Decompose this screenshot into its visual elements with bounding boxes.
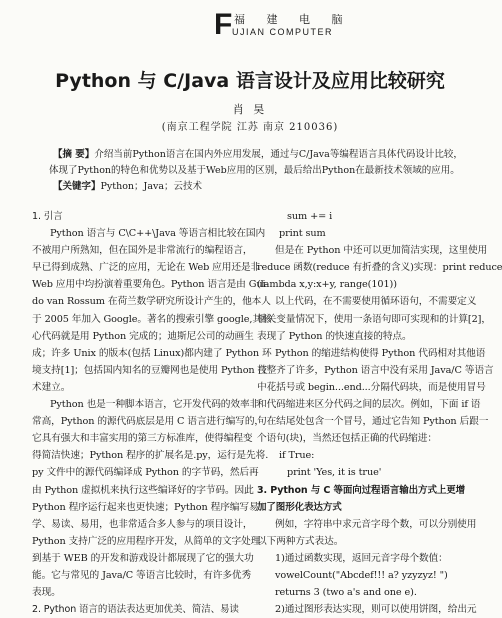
left-column-line: 得简洁快速；Python 程序的扩展名是.py，运行是先将.	[32, 450, 269, 462]
journal-masthead	[214, 8, 352, 41]
right-column-line: 但是在 Python 中还可以更加简洁实现，这里使用	[275, 245, 488, 257]
right-column-line: 1)通过函数实现，返回元音字母个数值：	[275, 552, 448, 564]
right-column-line: 以下两种方式表达。	[257, 535, 344, 547]
right-column-line: 加了图形化表达方式	[257, 501, 342, 513]
paper-author: 肖 昊	[232, 103, 268, 116]
left-column-line: 由 Python 虚拟机来执行这些编译好的字节码。因此	[32, 484, 254, 496]
right-column-line: reduce 函数(reduce 有折叠的含义)实现：print reduce	[257, 262, 502, 274]
keywords-label: 【关键字】	[53, 181, 101, 192]
left-column-line: Python 语言与 C\C++\Java 等语言相比较在国内	[50, 228, 266, 240]
left-column-line: 于 2005 年加入 Google。著名的搜索引擎 google,其核	[32, 313, 272, 325]
left-column-line: Python 也是一种脚本语言，它开发代码的效率非	[50, 399, 260, 411]
right-column-line: 和代码缩进来区分代码之间的层次。例如，下面 if 语	[257, 399, 481, 411]
left-column-line: 早已得到成熟、广泛的应用，无论在 Web 应用还是非	[32, 262, 261, 274]
masthead-chinese: 福 建 电 脑	[234, 13, 352, 26]
left-column-line: 能。它与常见的 Java/C 等语言比较时，有许多优秀	[32, 569, 252, 581]
right-column-line: 个语句(块)，当然还包括正确的代码缩进：	[257, 433, 437, 445]
masthead-letter: F	[214, 8, 233, 41]
paper-title: Python 与 C/Java 语言设计及应用比较研究	[55, 70, 445, 92]
left-column-line: 不被用户所熟知，但在国外是非常流行的编程语言，	[32, 245, 253, 257]
right-column-line: (lambda x,y:x+y, range(101))	[257, 279, 397, 291]
left-column-line: 境支持[1]；包括国内知名的豆瓣网也是使用 Python 技	[32, 364, 268, 376]
left-column-line: py 文件中的源代码编译成 Python 的字节码，然后再	[32, 467, 259, 479]
right-column-line: 中花括号或 begin...end...分隔代码块，而是使用冒号	[257, 381, 486, 393]
left-column-line: Python 程序运行起来也更快速；Python 程序编写易	[32, 501, 259, 513]
left-column-line: Python 支持广泛的应用程序开发，从简单的文字处理	[32, 535, 261, 547]
left-column-line: 2. Python 语言的语法表达更加优美、简洁、易读	[32, 604, 239, 616]
left-column-line: 术建立。	[32, 381, 71, 393]
left-column-line: Web 应用中均扮演着重要角色。Python 语言是由 Gui-	[32, 279, 269, 291]
right-column-line: returns 3 (two a's and one e).	[275, 587, 417, 599]
left-column-line: 表现。	[32, 587, 61, 599]
left-column-line: do van Rossum 在荷兰数学研究所设计产生的，他本人	[32, 296, 271, 308]
abstract-label: 【摘 要】	[53, 149, 95, 160]
abstract-block	[47, 147, 467, 195]
right-column-line: 3. Python 与 C 等面向过程语言输出方式上更增	[257, 484, 466, 496]
left-column-line: 它具有强大和丰富实用的第三方标准库，使得编程变	[32, 433, 253, 445]
keywords-line	[47, 179, 467, 195]
left-column-line: 到基于 WEB 的开发和游戏设计都展现了它的强大功	[32, 552, 254, 564]
abstract-line-2: 体现了Python的特色和优势以及基于Web应用的区别，最后给出Python在最新技术领域的应用。	[49, 165, 460, 176]
paper-affiliation: (南京工程学院 江苏 南京 210036)	[161, 122, 339, 133]
right-column-line: 表现了 Python 的快速直接的特点。	[257, 330, 412, 342]
right-column-line: 句在结尾处包含一个冒号，通过它告知 Python 后跟一	[257, 416, 489, 428]
right-column-line: if True:	[279, 450, 315, 462]
right-column-line: vowelCount("Abcdef!!! a? yzyzyz! ")	[275, 569, 448, 581]
right-column-line: 相关变量情况下，使用一条语句即可实现和的计算[2]，	[257, 313, 491, 325]
left-column-line: 常高，Python 的源代码底层是用 C 语言进行编写的，	[32, 416, 265, 428]
keywords-text: Python；Java；云技术	[100, 181, 203, 192]
right-column-line: sum += i	[287, 211, 333, 222]
left-column-line: 学、易读、易用，也非常适合多人参与的项目设计，	[32, 518, 253, 530]
left-column	[32, 208, 272, 618]
right-column-line: print 'Yes, it is true'	[287, 467, 382, 479]
abstract-line-1	[47, 147, 467, 163]
right-column-line: Python 的缩进结构使得 Python 代码相对其他语	[275, 347, 486, 359]
right-column-line: 以上代码，在不需要使用循环语句，不需要定义	[275, 296, 477, 308]
abstract-text-1: 介绍当前Python语言在国内外应用发展，通过与C/Java等编程语言具体代码设计比较，	[94, 149, 463, 160]
right-column-line: 例如，字符串中求元音字母个数，可以分别使用	[275, 518, 477, 530]
right-column-line: print sum	[279, 228, 326, 240]
right-column-line: 2)通过图形表达实现，则可以使用饼图，给出元	[275, 604, 477, 616]
left-column-line: 成；许多 Unix 的版本(包括 Linux)都内建了 Python 环	[32, 347, 272, 359]
right-column-line: 言整齐了许多，Python 语言中没有采用 Java/C 等语言	[257, 364, 494, 376]
left-column-line: 心代码就是用 Python 完成的；迪斯尼公司的动画生	[32, 330, 254, 342]
right-column	[257, 208, 502, 618]
left-column-line: 1. 引言	[32, 211, 63, 222]
masthead-english: UJIAN COMPUTER	[232, 27, 334, 37]
